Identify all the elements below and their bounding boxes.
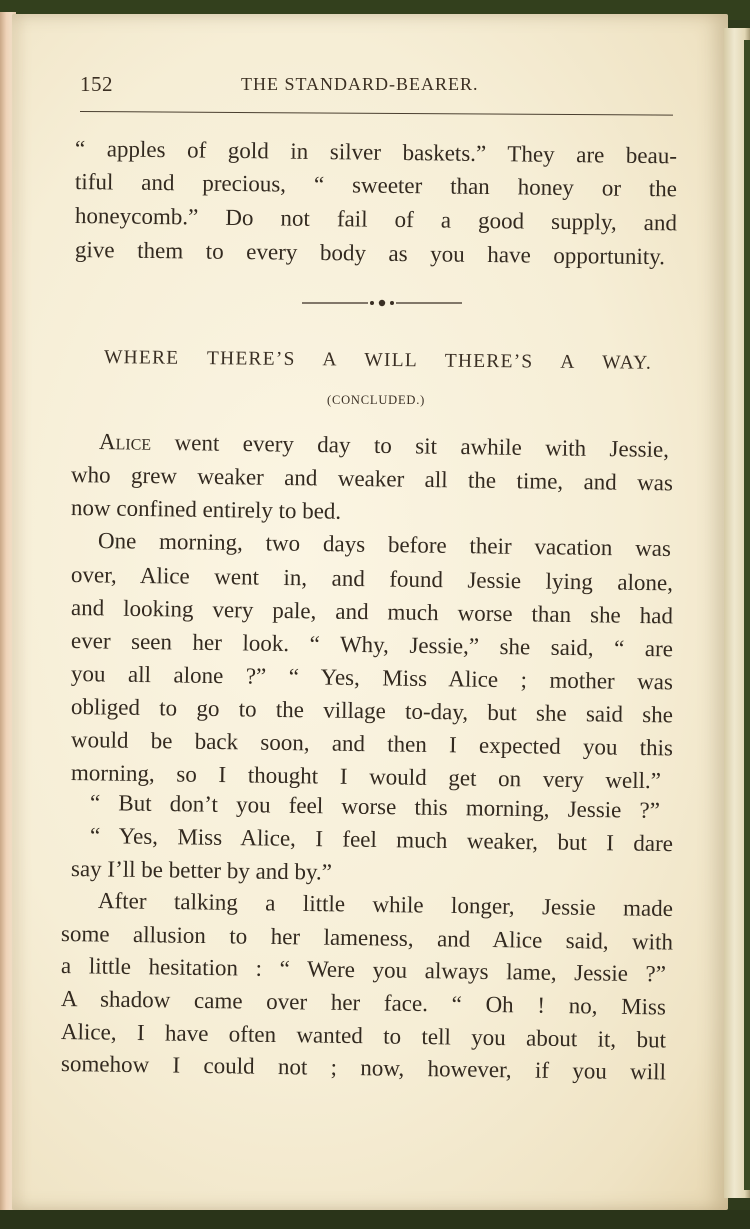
text-line: give them to every body as you have opportunity. (74, 237, 666, 270)
background-bottom (0, 1210, 750, 1229)
article-title: WHERE THERE’S A WILL THERE’S A WAY. (103, 347, 653, 374)
text-line: and looking very pale, and much worse than she had (70, 595, 674, 629)
text-line: After talking a little while longer, Jessie made (97, 888, 674, 922)
dropword: Alice (98, 429, 152, 455)
text-line: “ But don’t you feel worse this morning, Jessie ?” (89, 790, 661, 823)
page-number: 152 (80, 72, 113, 96)
page-header (80, 72, 680, 104)
text-line: obliged to go to the village to-day, but she said she (70, 694, 674, 728)
text-line: somehow I could not ; now, however, if you will (60, 1051, 667, 1085)
running-title: THE STANDARD-BEARER. (241, 74, 479, 94)
first-line-text: went every day to sit awhile with Jessie, (150, 429, 670, 462)
text-line: now confined entirely to bed. (70, 495, 342, 524)
text-line: A shadow came over her face. “ Oh ! no, Miss (60, 986, 667, 1020)
article-subtitle: (CONCLUDED.) (327, 393, 426, 407)
text-line: honeycomb.” Do not fail of a good supply, and (74, 203, 678, 236)
text-line: “ Yes, Miss Alice, I feel much weaker, but I dare (89, 823, 674, 857)
text-line: tiful and precious, “ sweeter than honey or the (74, 169, 678, 202)
text-line: over, Alice went in, and found Jessie lying alone, (70, 562, 674, 596)
text-line: some allusion to her lameness, and Alice said, with (60, 921, 674, 955)
text-line: Alice, I have often wanted to tell you about it, but (60, 1019, 667, 1053)
section-ornament (302, 296, 462, 310)
book-cover-edge (744, 40, 750, 1190)
text-line: “ apples of gold in silver baskets.” They are beau- (74, 136, 678, 169)
text-line: say I’ll be better by and by.” (70, 856, 333, 885)
text-line: One morning, two days before their vacation was (97, 528, 672, 561)
text-line: you all alone ?” “ Yes, Miss Alice ; mother was (70, 661, 674, 695)
text-line: a little hesitation : “ Were you always lame, Jessie ?” (60, 953, 667, 987)
text-line: would be back soon, and then I expected you this (70, 727, 674, 761)
text-line: ever seen her look. “ Why, Jessie,” she said, “ are (70, 628, 674, 662)
text-line: morning, so I thought I would get on very well.” (70, 760, 662, 794)
text-line: who grew weaker and weaker all the time, and was (70, 462, 674, 496)
